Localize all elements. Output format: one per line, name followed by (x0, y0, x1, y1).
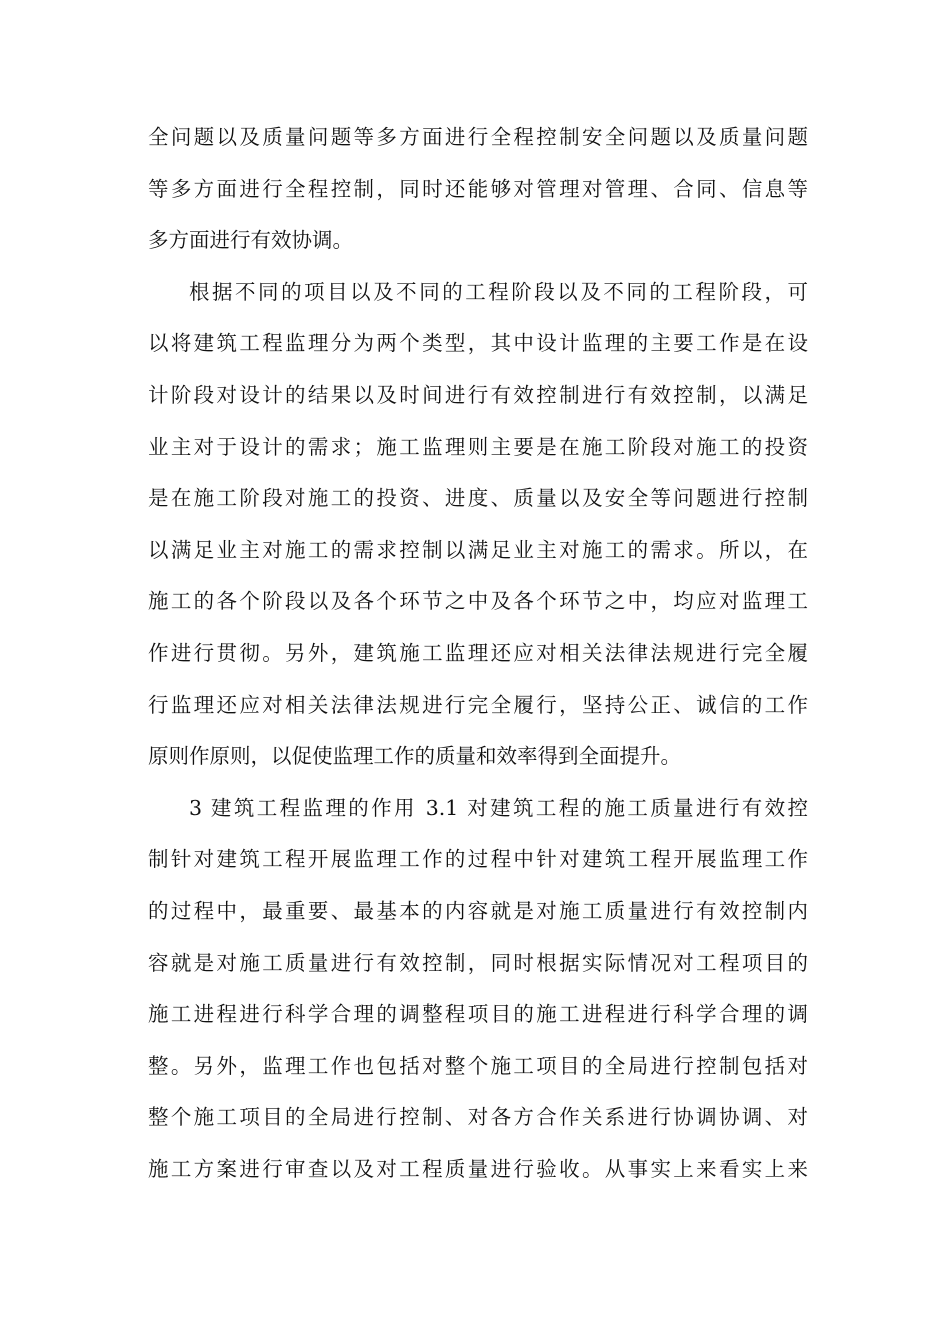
text-line: 行监理还应对相关法律法规进行完全履行，坚持公正、诚信的工作 (148, 692, 808, 717)
text-line: 是在施工阶段对施工的投资、进度、质量以及安全等问题进行控制 (148, 486, 808, 511)
text-line: 计阶段对设计的结果以及时间进行有效控制进行有效控制，以满足 (148, 382, 808, 407)
text-line: 原则作原则，以促使监理工作的质量和效率得到全面提升。 (148, 744, 681, 769)
text-line: 整个施工项目的全局进行控制、对各方合作关系进行协调协调、对 (148, 1105, 808, 1130)
text-line: 等多方面进行全程控制，同时还能够对管理对管理、合同、信息等 (148, 176, 808, 201)
text-line: 施工的各个阶段以及各个环节之中及各个环节之中，均应对监理工 (148, 589, 808, 614)
text-line: 根据不同的项目以及不同的工程阶段以及不同的工程阶段，可 (189, 279, 808, 304)
text-line: 施工方案进行审查以及对工程质量进行验收。从事实上来看实上来 (148, 1156, 808, 1181)
text-line: 以满足业主对施工的需求控制以满足业主对施工的需求。所以，在 (148, 537, 808, 562)
text-line: 多方面进行有效协调。 (148, 228, 353, 253)
text-line: 作进行贯彻。另外，建筑施工监理还应对相关法律法规进行完全履 (148, 640, 808, 665)
text-line: 容就是对施工质量进行有效控制，同时根据实际情况对工程项目的 (148, 950, 808, 975)
text-line: 制针对建筑工程开展监理工作的过程中针对建筑工程开展监理工作 (148, 847, 808, 872)
text-line: 整。另外，监理工作也包括对整个施工项目的全局进行控制包括对 (148, 1053, 808, 1078)
text-line: 业主对于设计的需求；施工监理则主要是在施工阶段对施工的投资 (148, 434, 808, 459)
text-line: 的过程中，最重要、最基本的内容就是对施工质量进行有效控制内 (148, 898, 808, 923)
text-line: 全问题以及质量问题等多方面进行全程控制安全问题以及质量问题 (148, 125, 808, 149)
body-text (148, 112, 808, 1195)
text-line: 3 建筑工程监理的作用 3.1 对建筑工程的施工质量进行有效控 (189, 795, 808, 820)
text-line: 施工进程进行科学合理的调整程项目的施工进程进行科学合理的调 (148, 1002, 808, 1027)
text-line: 以将建筑工程监理分为两个类型，其中设计监理的主要工作是在设 (148, 331, 808, 356)
